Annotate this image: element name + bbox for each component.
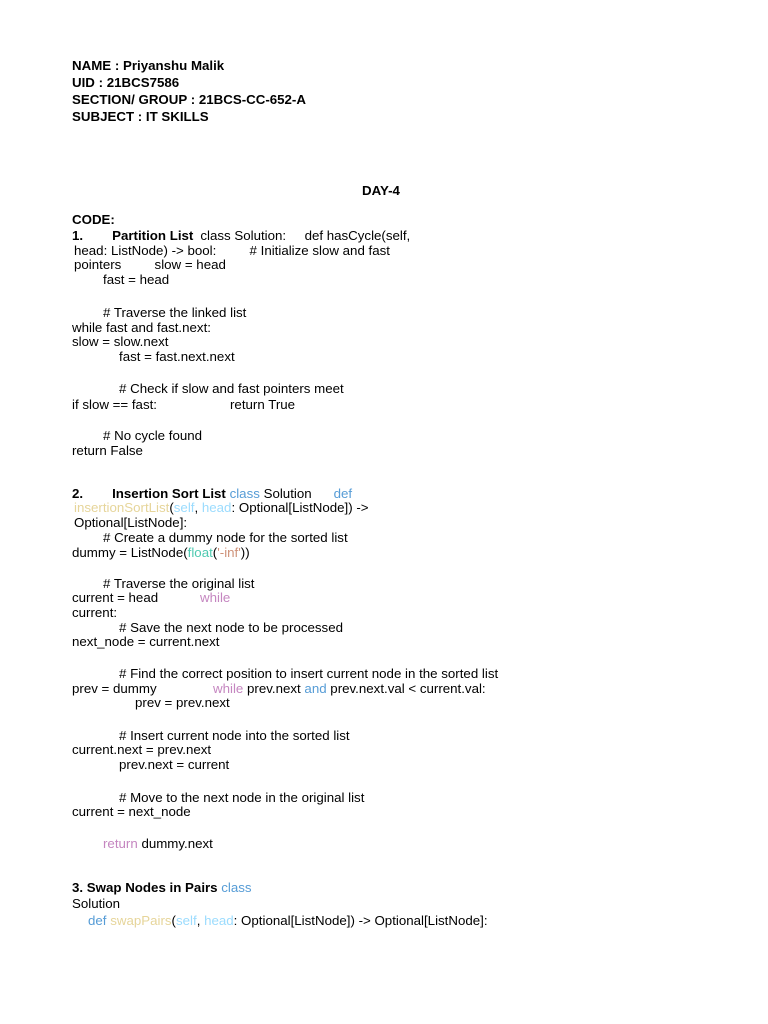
keyword-class: class bbox=[221, 880, 252, 895]
param-self: self bbox=[173, 500, 195, 515]
q2-code-line: prev.next = current bbox=[119, 757, 230, 772]
signature-tail: : Optional[ListNode]) -> bbox=[231, 500, 369, 515]
student-uid: UID : 21BCS7586 bbox=[72, 75, 180, 90]
q2-number: 2. bbox=[72, 486, 84, 501]
q2-code-line: current.next = prev.next bbox=[72, 742, 212, 757]
q1-code-line: return True bbox=[230, 397, 296, 412]
q1-code-line: if slow == fast: bbox=[72, 397, 157, 412]
punct: ( bbox=[171, 913, 176, 928]
q2-comment: # Create a dummy node for the sorted list bbox=[103, 530, 348, 545]
function-name: insertionSortList bbox=[74, 500, 170, 515]
q2-comment: # Move to the next node in the original list bbox=[119, 790, 365, 805]
q2-code-line bbox=[103, 836, 213, 852]
q2-code-line: Optional[ListNode]: bbox=[74, 515, 188, 530]
q1-code-line: class Solution: def hasCycle(self, bbox=[200, 228, 411, 243]
keyword-def: def bbox=[333, 486, 353, 501]
code-text: dummy = ListNode( bbox=[72, 545, 188, 560]
q2-code-line bbox=[72, 545, 250, 561]
q2-signature-line bbox=[74, 500, 369, 516]
q2-code-line: next_node = current.next bbox=[72, 634, 220, 649]
keyword-while: while bbox=[213, 681, 244, 696]
builtin-float: float bbox=[187, 545, 213, 560]
q2-title: Insertion Sort List bbox=[112, 486, 226, 501]
punct: , bbox=[196, 913, 205, 928]
subject: SUBJECT : IT SKILLS bbox=[72, 109, 209, 124]
q2-comment: # Find the correct position to insert current node in the sorted list bbox=[119, 666, 499, 681]
param-head: head bbox=[204, 913, 234, 928]
q1-code-line: slow = slow.next bbox=[72, 334, 169, 349]
q1-comment: # No cycle found bbox=[103, 428, 203, 443]
param-head: head bbox=[201, 500, 232, 515]
q1-comment: # Traverse the linked list bbox=[103, 305, 247, 320]
q3-title: 3. Swap Nodes in Pairs bbox=[72, 880, 218, 895]
q1-code-line: return False bbox=[72, 443, 143, 458]
keyword-return: return bbox=[103, 836, 138, 851]
q1-code-line: while fast and fast.next: bbox=[72, 320, 211, 335]
q1-heading-line bbox=[72, 228, 410, 244]
q3-heading-line bbox=[72, 880, 252, 896]
keyword-and: and bbox=[304, 681, 327, 696]
keyword-class: class bbox=[229, 486, 260, 501]
code-text: dummy.next bbox=[137, 836, 213, 851]
keyword-def: def bbox=[88, 913, 107, 928]
q1-code-line: fast = head bbox=[103, 272, 170, 287]
punct: ( bbox=[212, 545, 218, 560]
q1-comment: # Check if slow and fast pointers meet bbox=[119, 381, 344, 396]
day-title: DAY-4 bbox=[362, 183, 400, 198]
student-section: SECTION/ GROUP : 21BCS-CC-652-A bbox=[72, 92, 306, 107]
q1-code-line: pointers slow = head bbox=[74, 257, 226, 272]
q2-comment: # Traverse the original list bbox=[103, 576, 255, 591]
code-text: prev.next bbox=[243, 681, 305, 696]
punct: , bbox=[194, 500, 202, 515]
code-label: CODE: bbox=[72, 212, 115, 227]
q2-code-line: current: bbox=[72, 605, 118, 620]
punct: ( bbox=[169, 500, 174, 515]
q2-code-line: current = next_node bbox=[72, 804, 191, 819]
string-literal: '-inf' bbox=[217, 545, 241, 560]
q3-code-line: Solution bbox=[72, 896, 121, 911]
q2-comment: # Save the next node to be processed bbox=[119, 620, 343, 635]
function-name: swapPairs bbox=[110, 913, 172, 928]
q2-code-line: prev = prev.next bbox=[135, 695, 230, 710]
q1-title: Partition List bbox=[112, 228, 194, 243]
param-self: self bbox=[175, 913, 197, 928]
q2-code-line: current = head bbox=[72, 590, 159, 605]
q1-code-line: head: ListNode) -> bool: # Initialize slow and fast bbox=[74, 243, 390, 258]
code-text: prev.next.val < current.val: bbox=[326, 681, 486, 696]
q1-code-line: fast = fast.next.next bbox=[119, 349, 235, 364]
q1-number: 1. bbox=[72, 228, 84, 243]
q2-comment: # Insert current node into the sorted list bbox=[119, 728, 350, 743]
keyword-while: while bbox=[200, 590, 231, 605]
q2-code-line: prev = dummy bbox=[72, 681, 157, 696]
q3-signature-line bbox=[88, 913, 488, 929]
punct: )) bbox=[240, 545, 250, 560]
signature-tail: : Optional[ListNode]) -> Optional[ListNode]: bbox=[233, 913, 488, 928]
q2-code-line bbox=[213, 681, 486, 697]
student-name: NAME : Priyanshu Malik bbox=[72, 58, 225, 73]
class-name: Solution bbox=[263, 486, 312, 501]
